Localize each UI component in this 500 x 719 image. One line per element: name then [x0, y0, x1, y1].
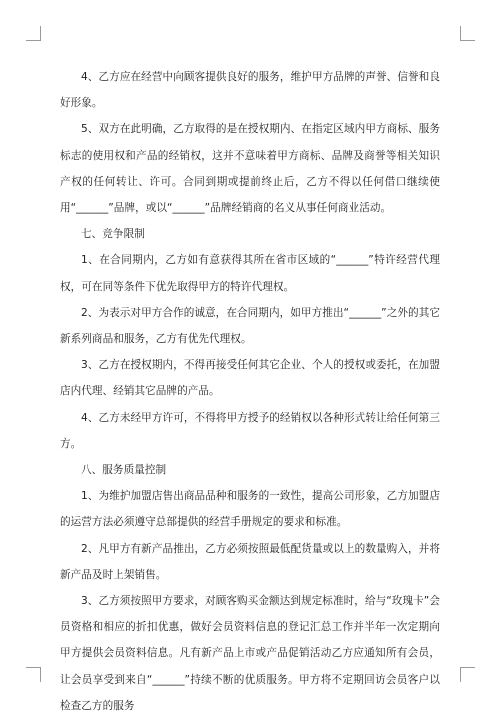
paragraph: 2、凡甲方有新产品推出，乙方必须按照最低配货量或以上的数量购入，并将新产品及时上架销售。 — [60, 542, 440, 581]
paragraph: 4、乙方应在经营中向顾客提供良好的服务，维护甲方品牌的声誉、信誉和良好形象。 — [60, 71, 440, 110]
crop-mark-top-right — [460, 26, 475, 41]
section-heading: 七、竞争限制 — [81, 228, 145, 241]
crop-mark-bottom-left — [26, 667, 41, 682]
document-body — [60, 64, 440, 719]
crop-mark-top-left — [26, 26, 41, 41]
paragraph: 3、乙方在授权期内，不得再接受任何其它企业、个人的授权或委托，在加盟店内代理、经销其它品牌的产品。 — [60, 359, 440, 398]
crop-mark-bottom-right — [460, 667, 475, 682]
section-heading: 八、服务质量控制 — [81, 464, 167, 477]
paragraph: 2、为表示对甲方合作的诚意，在合同期内，如甲方推出“______”之外的其它新系列商品和服务，乙方有优先代理权。 — [60, 306, 440, 346]
paragraph: 4、乙方未经甲方许可，不得将甲方授予的经销权以各种形式转让给任何第三方。 — [60, 411, 440, 450]
paragraph: 1、在合同期内，乙方如有意获得其所在省市区域的“______”特许经营代理权，可在同等条件下优先取得甲方的特许代理权。 — [60, 254, 440, 293]
paragraph: 5、双方在此明确，乙方取得的是在授权期内、在指定区域内甲方商标、服务标志的使用权和产品的经销权，这并不意味着甲方商标、品牌及商誉等相关知识产权的任何转让、许可。合同到期或提前终止后，乙方不得以任何借口继续使用“______”品牌，或以“______”品牌经销商的名义从事任何商业活动。 — [60, 123, 440, 215]
paragraph: 3、乙方须按照甲方要求，对顾客购买金额达到规定标准时，给与“玫瑰卡”会员资格和相应的折扣优惠，做好会员资料信息的登记汇总工作并半年一次定期向甲方提供会员资料信息。凡有新产品上市或产品促销活动乙方应通知所有会员，让会员享受到来自“______”持续不断的优质服务。甲方将不定期回访会员客户以检查乙方的服务 — [60, 595, 440, 712]
paragraph: 1、为维护加盟店售出商品品种和服务的一致性，提高公司形象，乙方加盟店的运营方法必须遵守总部提供的经营手册规定的要求和标准。 — [60, 490, 440, 529]
